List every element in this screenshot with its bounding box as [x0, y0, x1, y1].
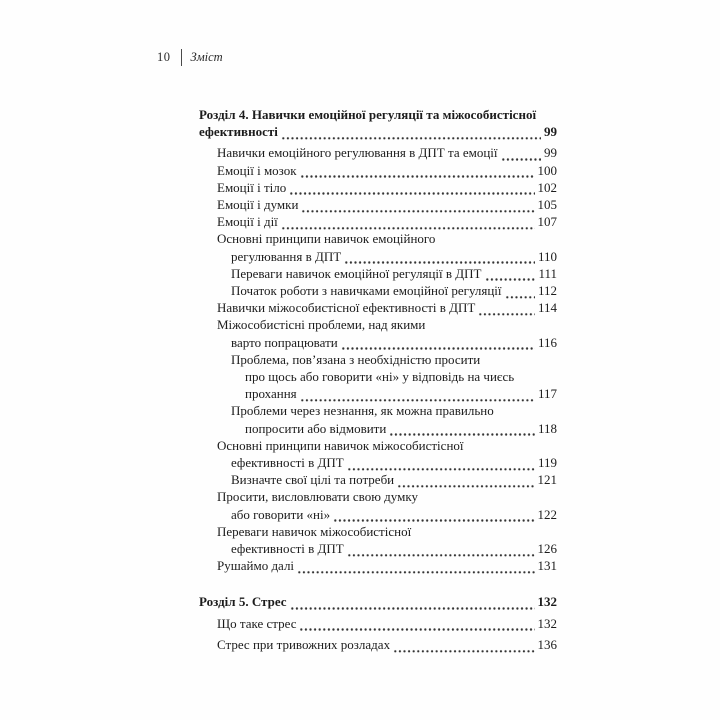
- toc-entry-text: ефективності в ДПТ: [231, 541, 344, 557]
- table-of-contents: [199, 106, 557, 653]
- toc-entry-line: [231, 351, 557, 368]
- toc-page-number: 121: [537, 472, 557, 488]
- toc-entry-text: Навички емоційного регулювання в ДПТ та емоції: [217, 145, 498, 161]
- toc-entry: [217, 213, 557, 230]
- toc-entry: [217, 299, 557, 316]
- toc-entry: [217, 316, 557, 350]
- toc-entry: [217, 196, 557, 213]
- dot-leader: [397, 475, 534, 488]
- toc-entry-text: попросити або відмовити: [245, 420, 387, 436]
- toc-entry-text: Рушаймо далі: [217, 558, 295, 574]
- toc-entry-text: Емоції і тіло: [217, 179, 287, 195]
- dot-leader: [501, 149, 541, 162]
- toc-entry: [217, 230, 557, 264]
- toc-entry: [217, 523, 557, 557]
- dot-leader: [389, 424, 535, 437]
- toc-entry-text: Емоції і думки: [217, 197, 299, 213]
- toc-entry-line: [217, 488, 557, 505]
- toc-entry-line: [217, 162, 557, 179]
- toc-entry-text: Початок роботи з навичками емоційної регуляції: [231, 283, 502, 299]
- toc-entry-text: Навички міжособистісної ефективності в ДПТ: [217, 300, 476, 316]
- toc-entry: [217, 557, 557, 574]
- toc-entry-text: про щось або говорити «ні» у відповідь на чиєсь: [245, 369, 515, 385]
- toc-entry: [217, 488, 557, 522]
- toc-page-number: 112: [537, 283, 557, 299]
- toc-entry: [217, 144, 557, 161]
- toc-entry-text: Стрес при тривожних розладах: [217, 636, 391, 652]
- toc-entry-text: ефективності: [199, 124, 278, 140]
- dot-leader: [281, 127, 541, 140]
- toc-entry: [217, 162, 557, 179]
- dot-leader: [299, 619, 534, 632]
- toc-page-number: 116: [537, 334, 557, 350]
- toc-entry-text: Основні принципи навичок міжособистісної: [217, 437, 464, 453]
- toc-entry-line: [217, 636, 557, 653]
- toc-entry-line: [217, 316, 557, 333]
- page-number: 10: [157, 50, 171, 64]
- toc-entry: [231, 471, 557, 488]
- toc-chapter-entry: [199, 106, 557, 140]
- toc-page-number: 99: [544, 145, 557, 161]
- dot-leader: [347, 544, 535, 557]
- toc-page-number: 100: [537, 162, 557, 178]
- toc-entry-text: Визначте свої цілі та потреби: [231, 472, 395, 488]
- toc-entry-line: [217, 230, 557, 247]
- toc-entry-text: Переваги навичок емоційної регуляції в ДПТ: [231, 265, 482, 281]
- toc-page-number: 102: [537, 179, 557, 195]
- toc-entry: [217, 437, 557, 471]
- toc-page-number: 132: [537, 594, 557, 610]
- toc-entry: [231, 265, 557, 282]
- toc-entry: [231, 282, 557, 299]
- toc-page-number: 105: [537, 197, 557, 213]
- dot-leader: [485, 269, 536, 282]
- toc-entry-text: регулювання в ДПТ: [231, 248, 342, 264]
- toc-entry-text: Проблема, пов’язана з необхідністю просити: [231, 351, 481, 367]
- toc-chapter-entry: [199, 593, 557, 610]
- toc-entry-text: Основні принципи навичок емоційного: [217, 231, 436, 247]
- toc-page-number: 107: [537, 214, 557, 230]
- toc-entry-text: Міжособистісні проблеми, над якими: [217, 317, 426, 333]
- toc-entry-line: [217, 299, 557, 316]
- toc-page-number: 111: [538, 265, 557, 281]
- dot-leader: [300, 166, 535, 179]
- toc-page-number: 126: [537, 541, 557, 557]
- toc-page-number: 132: [537, 615, 557, 631]
- header-divider: [181, 49, 182, 66]
- dot-leader: [297, 561, 534, 574]
- dot-leader: [341, 338, 535, 351]
- toc-entry-line: [217, 196, 557, 213]
- toc-page-number: 99: [544, 124, 557, 140]
- toc-entry-text: Розділ 5. Стрес: [199, 594, 287, 610]
- toc-entry-text: Просити, висловлювати свою думку: [217, 489, 418, 505]
- toc-entry-line: [217, 540, 557, 557]
- dot-leader: [347, 458, 535, 471]
- toc-entry-line: [231, 368, 557, 385]
- toc-entry-line: [217, 557, 557, 574]
- toc-entry-line: [231, 471, 557, 488]
- toc-page-number: 118: [537, 420, 557, 436]
- toc-entry: [217, 636, 557, 653]
- toc-entry-line: [231, 402, 557, 419]
- toc-entry-line: [217, 179, 557, 196]
- toc-entry-line: [231, 420, 557, 437]
- dot-leader: [478, 303, 535, 316]
- dot-leader: [300, 389, 535, 402]
- toc-page-number: 114: [537, 300, 557, 316]
- toc-entry-line: [217, 248, 557, 265]
- toc-entry-line: [217, 213, 557, 230]
- toc-entry-text: або говорити «ні»: [231, 506, 331, 522]
- toc-page-number: 119: [537, 455, 557, 471]
- dot-leader: [393, 640, 534, 653]
- toc-entry-text: Емоції і мозок: [217, 162, 297, 178]
- toc-entry-text: варто попрацювати: [231, 334, 338, 350]
- dot-leader: [281, 217, 535, 230]
- dot-leader: [344, 252, 535, 265]
- toc-entry: [217, 615, 557, 632]
- toc-entry-line: [199, 123, 557, 140]
- dot-leader: [505, 286, 535, 299]
- toc-entry-line: [217, 144, 557, 161]
- toc-entry-line: [217, 506, 557, 523]
- page-header: [157, 49, 223, 66]
- toc-entry-line: [199, 106, 557, 123]
- toc-entry-line: [231, 265, 557, 282]
- toc-entry-line: [217, 334, 557, 351]
- dot-leader: [289, 183, 534, 196]
- toc-entry-line: [231, 385, 557, 402]
- dot-leader: [290, 598, 535, 611]
- toc-entry-text: Проблеми через незнання, як можна правильно: [231, 403, 494, 419]
- toc-page-number: 110: [537, 248, 557, 264]
- toc-entry-text: Емоції і дії: [217, 214, 278, 230]
- toc-entry-text: Розділ 4. Навички емоційної регуляції та міжособистісної: [199, 107, 537, 122]
- toc-entry-line: [217, 615, 557, 632]
- toc-page-number: 117: [537, 386, 557, 402]
- dot-leader: [301, 200, 534, 213]
- toc-entry: [217, 179, 557, 196]
- toc-entry-text: Що таке стрес: [217, 615, 297, 631]
- toc-entry-text: прохання: [245, 386, 297, 402]
- toc-entry-text: ефективності в ДПТ: [231, 455, 344, 471]
- toc-page-number: 131: [537, 558, 557, 574]
- toc-entry-line: [217, 454, 557, 471]
- toc-entry-line: [217, 523, 557, 540]
- toc-entry: [231, 351, 557, 403]
- toc-entry-line: [199, 593, 557, 610]
- toc-entry-line: [231, 282, 557, 299]
- dot-leader: [333, 510, 534, 523]
- toc-entry-line: [217, 437, 557, 454]
- toc-page-number: 136: [537, 636, 557, 652]
- toc-entry-text: Переваги навичок міжособистісної: [217, 523, 412, 539]
- toc-entry: [231, 402, 557, 436]
- toc-page-number: 122: [537, 506, 557, 522]
- header-title: Зміст: [190, 50, 223, 64]
